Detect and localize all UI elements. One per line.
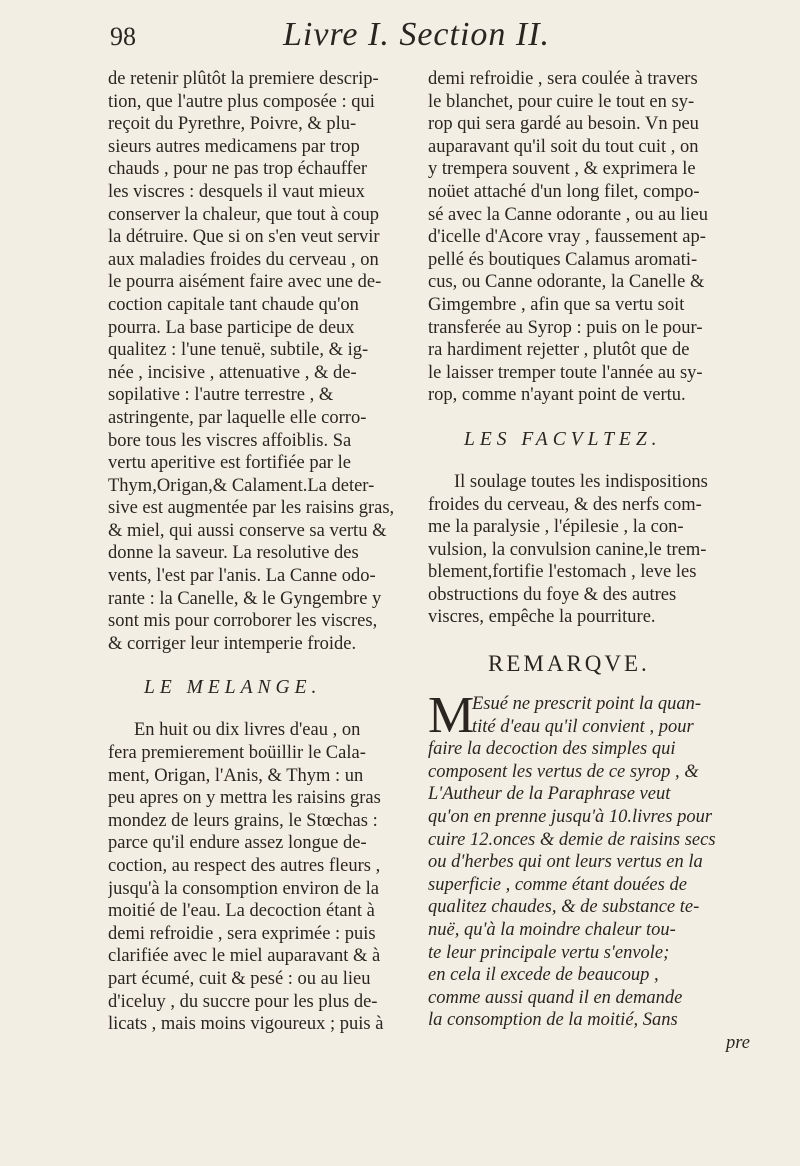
text-line: te leur principale vertu s'envole; [428, 942, 670, 963]
text-line: d'icelle d'Acore vray , faussement ap- [428, 227, 706, 248]
text-line: qu'on en prenne jusqu'à 10.livres pour [428, 807, 713, 828]
left-column [108, 68, 428, 1036]
text-line: coction capitale tant chaude qu'on [108, 294, 359, 315]
text-line: conserver la chaleur, que tout à coup [108, 204, 379, 225]
text-line: donne la saveur. La resolutive des [108, 543, 359, 564]
text-line: la détruire. Que si on s'en veut servir [108, 227, 380, 248]
text-line: y trempera souvent , & exprimera le [428, 159, 696, 180]
text-line: sé avec la Canne odorante , ou au lieu [428, 204, 708, 225]
text-line: sieurs autres medicamens par trop [108, 136, 360, 157]
text-line: blement,fortifie l'estomach , leve les [428, 562, 697, 583]
text-line: demi refroidie , sera exprimée : puis [108, 923, 376, 944]
text-line: cuire 12.onces & demie de raisins secs [428, 829, 716, 850]
remarque-heading: REMARQVE. [488, 651, 650, 677]
text-line: jusqu'à la consomption environ de la [108, 878, 380, 899]
text-line: rante : la Canelle, & le Gyngembre y [108, 588, 382, 609]
drop-cap: M [428, 687, 475, 745]
text-line: parce qu'il endure assez longue de- [108, 833, 367, 854]
text-line: comme aussi quand il en demande [428, 987, 683, 1008]
text-line: rop, comme n'ayant point de vertu. [428, 385, 686, 406]
text-line: tité d'eau qu'il convient , pour [472, 716, 694, 737]
text-line: viscres, empêche la pourriture. [428, 607, 656, 628]
text-line: sont mis pour corroborer les viscres, [108, 611, 378, 632]
text-line: froides du cerveau, & des nerfs com- [428, 494, 702, 515]
text-line: de retenir plûtôt la premiere descrip- [108, 69, 379, 89]
text-line: bore tous les viscres affoiblis. Sa [108, 430, 352, 451]
text-line: qualitez chaudes, & de substance te- [428, 897, 700, 918]
text-line: Thym,Origan,& Calament.La deter- [108, 475, 375, 496]
text-line: composent les vertus de ce syrop , & [428, 761, 699, 782]
text-line: En huit ou dix livres d'eau , on [134, 720, 361, 741]
section-heading-facultez: LES FACVLTEZ. [464, 428, 662, 450]
text-line: auparavant qu'il soit du tout cuit , on [428, 136, 699, 157]
text-line: chauds , pour ne pas trop échauffer [108, 159, 368, 180]
right-paragraph-1 [428, 68, 750, 407]
text-line: vertu aperitive est fortifiée par le [108, 453, 351, 474]
catchword: pre [726, 1032, 750, 1053]
text-line: peu apres on y mettra les raisins gras [108, 788, 381, 809]
text-line: la consomption de la moitié, Sans [428, 1010, 678, 1031]
text-line: pellé és boutiques Calamus aromati- [428, 249, 698, 270]
text-line: sopilative : l'autre terrestre , & [108, 385, 334, 406]
text-line: les viscres : desquels il vaut mieux [108, 181, 365, 202]
text-line: cus, ou Canne odorante, la Canelle & [428, 272, 705, 293]
left-paragraph-1 [108, 68, 428, 655]
text-line: reçoit du Pyrethre, Poivre, & plu- [108, 114, 357, 135]
remarque-block [428, 687, 750, 1032]
text-line: astringente, par laquelle elle corro- [108, 407, 367, 428]
text-line: qualitez : l'une tenuë, subtile, & ig- [108, 340, 369, 361]
text-line: ra hardiment rejetter , plutôt que de [428, 340, 690, 361]
text-line: Gimgembre , afin que sa vertu soit [428, 294, 685, 315]
text-line: fera premierement boüillir le Cala- [108, 743, 366, 764]
text-line: ment, Origan, l'Anis, & Thym : un [108, 765, 364, 786]
text-line: Esué ne prescrit point la quan- [472, 694, 701, 715]
left-paragraph-2 [108, 719, 428, 1035]
text-line: clarifiée avec le miel auparavant & à [108, 946, 381, 967]
text-line: d'iceluy , du succre pour les plus de- [108, 991, 378, 1012]
text-line: le blanchet, pour cuire le tout en sy- [428, 91, 695, 112]
text-line: licats , mais moins vigoureux ; puis à [108, 1014, 384, 1035]
text-line: L'Autheur de la Paraphrase veut [428, 784, 671, 805]
text-line: faire la decoction des simples qui [428, 739, 676, 760]
text-line: tion, que l'autre plus composée : qui [108, 91, 375, 112]
right-paragraph-2 [428, 471, 750, 629]
remarque-text [428, 687, 750, 1032]
text-line: vulsion, la convulsion canine,le trem- [428, 539, 707, 560]
text-line: demi refroidie , sera coulée à travers [428, 69, 698, 89]
text-line: Il soulage toutes les indispositions [454, 471, 708, 492]
text-line: obstructions du foye & des autres [428, 584, 677, 605]
text-line: le pourra aisément faire avec une de- [108, 272, 382, 293]
text-line: ou d'herbes qui ont leurs vertus en la [428, 852, 703, 873]
text-line: née , incisive , attenuative , & de- [108, 362, 357, 383]
text-line: aux maladies froides du cerveau , on [108, 249, 379, 270]
text-line: me la paralysie , l'épilesie , la con- [428, 517, 684, 538]
section-heading-melange: LE MELANGE. [144, 677, 322, 699]
text-line: & corriger leur intemperie froide. [108, 633, 357, 654]
text-line: vents, l'est par l'anis. La Canne odo- [108, 566, 376, 587]
text-line: transferée au Syrop : puis on le pour- [428, 317, 703, 338]
text-line: superficie , comme étant douées de [428, 874, 687, 895]
text-line: en cela il excede de beaucoup , [428, 965, 659, 986]
text-line: moitié de l'eau. La decoction étant à [108, 901, 375, 922]
text-line: rop qui sera gardé au besoin. Vn peu [428, 114, 699, 135]
text-line: nuë, qu'à la moindre chaleur tou- [428, 920, 676, 940]
text-line: mondez de leurs grains, le Stœchas : [108, 810, 378, 831]
text-line: noüet attaché d'un long filet, compo- [428, 181, 700, 202]
text-line: coction, au respect des autres fleurs , [108, 856, 381, 876]
running-title: Livre I. Section II. [283, 16, 551, 53]
text-line: & miel, qui aussi conserve sa vertu & [108, 520, 387, 541]
text-line: pourra. La base participe de deux [108, 317, 355, 338]
text-line: part écumé, cuit & pesé : ou au lieu [108, 968, 371, 989]
text-line: sive est augmentée par les raisins gras, [108, 498, 395, 519]
right-column [428, 68, 750, 1054]
page-number: 98 [110, 22, 136, 51]
text-line: le laisser tremper toute l'année au sy- [428, 362, 703, 383]
